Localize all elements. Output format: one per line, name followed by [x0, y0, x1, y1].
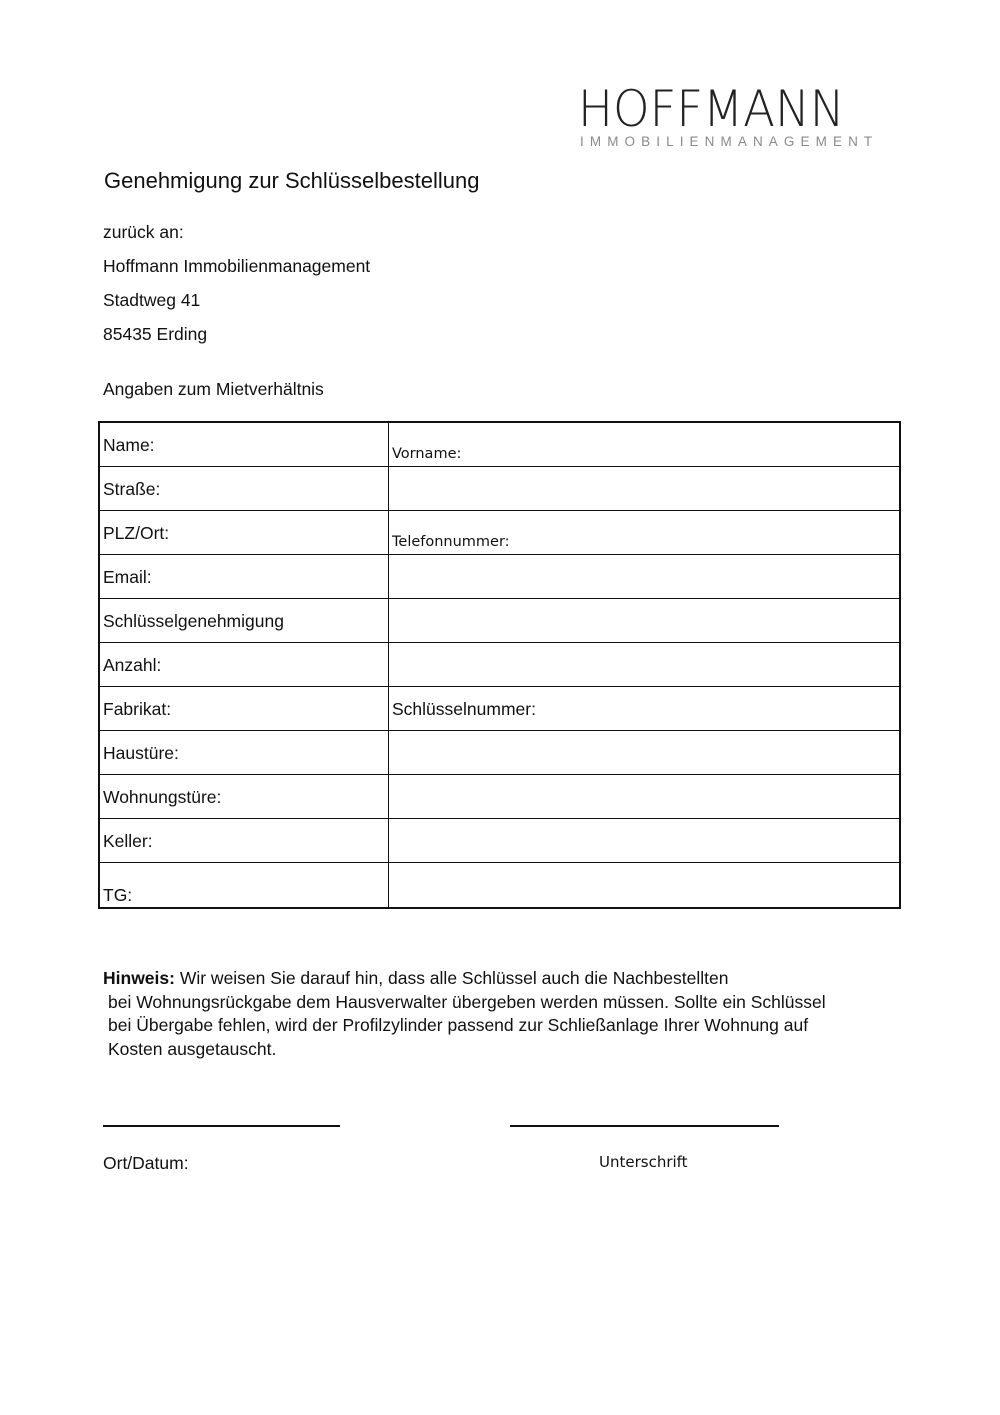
form-cell-strasse[interactable] — [100, 467, 389, 510]
label-haustuere: Haustüre: — [103, 743, 179, 763]
label-plz-ort: PLZ/Ort: — [103, 523, 170, 543]
note-line-1 — [103, 967, 903, 991]
place-date-label: Ort/Datum: — [103, 1153, 189, 1173]
signature-line[interactable] — [510, 1125, 779, 1127]
form-cell-tg-value[interactable] — [389, 863, 899, 907]
label-schluesselnummer: Schlüsselnummer: — [392, 699, 536, 719]
tenant-form-table — [98, 421, 901, 909]
form-cell-name[interactable] — [100, 423, 389, 466]
form-row-plz-ort — [100, 511, 899, 555]
label-schluesselgenehmigung: Schlüsselgenehmigung — [103, 611, 284, 631]
label-tg: TG: — [103, 885, 133, 905]
label-strasse: Straße: — [103, 479, 161, 499]
label-fabrikat: Fabrikat: — [103, 699, 172, 719]
label-anzahl: Anzahl: — [103, 655, 162, 675]
form-row-name — [100, 423, 899, 467]
form-row-fabrikat — [100, 687, 899, 731]
form-row-strasse — [100, 467, 899, 511]
form-cell-keller-value[interactable] — [389, 819, 899, 862]
note-line-4: Kosten ausgetauscht. — [108, 1038, 277, 1059]
form-cell-anzahl[interactable] — [100, 643, 389, 686]
label-email: Email: — [103, 567, 152, 587]
form-cell-strasse-value[interactable] — [389, 467, 899, 510]
note-paragraph — [103, 967, 903, 1061]
logo-tagline: IMMOBILIENMANAGEMENT — [580, 134, 879, 149]
form-cell-wohnungstuere-value[interactable] — [389, 775, 899, 818]
note-label: Hinweis: — [103, 968, 175, 988]
company-logo — [578, 80, 896, 154]
label-vorname: Vorname: — [392, 446, 462, 462]
form-cell-telefonnummer[interactable] — [389, 511, 899, 554]
form-cell-email-value[interactable] — [389, 555, 899, 598]
address-company: Hoffmann Immobilienmanagement — [103, 256, 371, 276]
place-date-signature-line[interactable] — [103, 1125, 340, 1127]
form-row-email — [100, 555, 899, 599]
form-cell-fabrikat[interactable] — [100, 687, 389, 730]
signature-label: Unterschrift — [599, 1153, 688, 1171]
form-row-tg — [100, 863, 899, 907]
form-cell-schluesselgenehmigung-value[interactable] — [389, 599, 899, 642]
note-line-3: bei Übergabe fehlen, wird der Profilzylinder passend zur Schließanlage Ihrer Wohnung auf — [108, 1015, 809, 1035]
form-cell-wohnungstuere[interactable] — [100, 775, 389, 818]
note-text-1: Wir weisen Sie darauf hin, dass alle Schlüssel auch die Nachbestellten — [174, 968, 729, 988]
form-row-keller — [100, 819, 899, 863]
form-cell-tg[interactable] — [100, 863, 389, 907]
form-cell-vorname[interactable] — [389, 423, 899, 466]
form-row-anzahl — [100, 643, 899, 687]
address-city: 85435 Erding — [103, 324, 208, 344]
section-heading: Angaben zum Mietverhältnis — [103, 379, 324, 399]
label-keller: Keller: — [103, 831, 153, 851]
form-cell-plz-ort[interactable] — [100, 511, 389, 554]
form-cell-schluesselnummer[interactable] — [389, 687, 899, 730]
form-row-haustuere — [100, 731, 899, 775]
form-cell-schluesselgenehmigung[interactable] — [100, 599, 389, 642]
form-cell-haustuere[interactable] — [100, 731, 389, 774]
form-row-wohnungstuere — [100, 775, 899, 819]
address-intro: zurück an: — [103, 222, 184, 242]
form-cell-haustuere-value[interactable] — [389, 731, 899, 774]
form-row-schluesselgenehmigung — [100, 599, 899, 643]
logo-wordmark: HOFFMANN — [578, 80, 845, 138]
note-line-2: bei Wohnungsrückgabe dem Hausverwalter übergeben werden müssen. Sollte ein Schlüssel — [108, 991, 826, 1012]
address-street: Stadtweg 41 — [103, 290, 201, 310]
label-wohnungstuere: Wohnungstüre: — [103, 787, 222, 807]
document-title: Genehmigung zur Schlüsselbestellung — [104, 168, 480, 193]
form-cell-email[interactable] — [100, 555, 389, 598]
label-name: Name: — [103, 435, 155, 455]
form-cell-keller[interactable] — [100, 819, 389, 862]
label-telefonnummer: Telefonnummer: — [392, 534, 510, 550]
form-cell-anzahl-value[interactable] — [389, 643, 899, 686]
